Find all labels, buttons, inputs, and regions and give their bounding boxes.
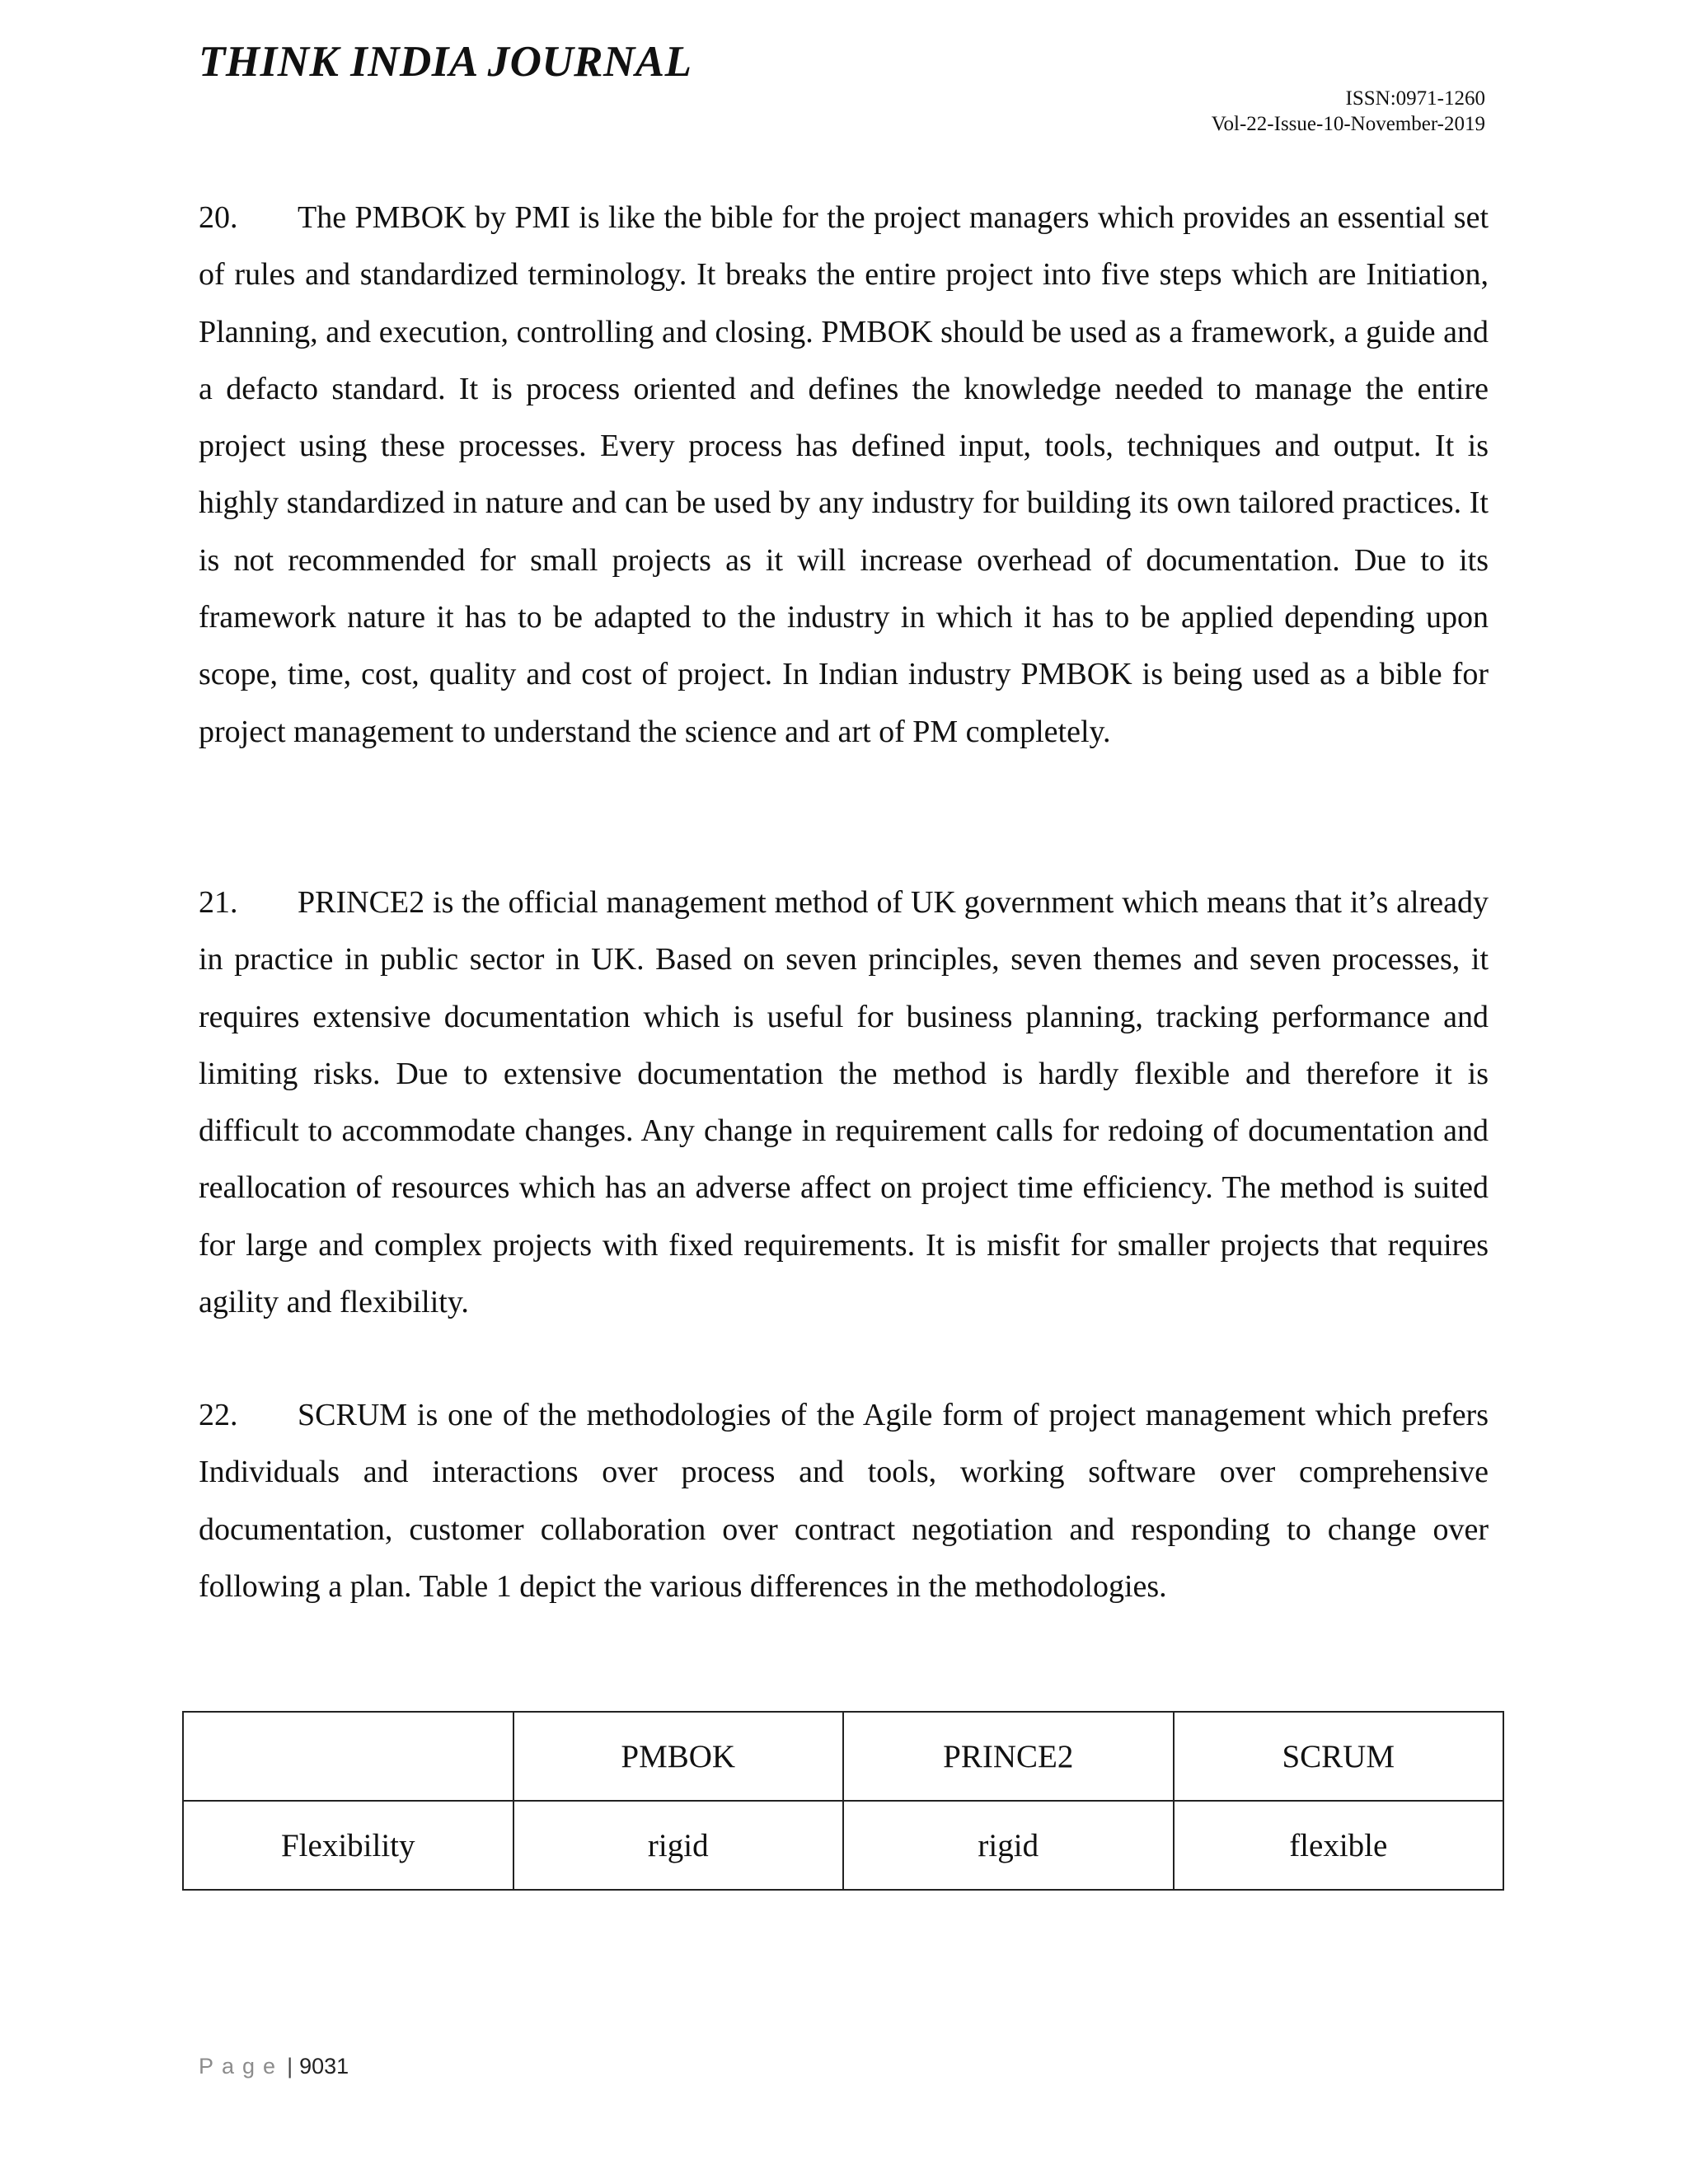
paragraph-20 [199,190,1489,761]
journal-title: THINK INDIA JOURNAL [199,38,692,86]
table-header-cell [183,1712,513,1801]
paragraph-number: 22. [199,1398,238,1432]
table-cell: rigid [513,1801,844,1890]
paragraph-22 [199,1387,1489,1615]
page-label: Page [199,2054,284,2079]
paragraph-number: 20. [199,200,238,235]
paragraph-text: SCRUM is one of the methodologies of the Agile form of project management which prefers Individuals and interactions over process and tools, working software over comprehensive documentation, customer collaboration over contract negotiation and responding to change over following a plan. Table 1 depict the various differences in the methodologies. [199,1398,1489,1604]
page-footer [199,2051,349,2081]
paragraph-21 [199,874,1489,1331]
paragraph-text: The PMBOK by PMI is like the bible for the project managers which provides an essential set of rules and standardized terminology. It breaks the entire project into five steps which are Initiation, Planning, and execution, controlling and closing. PMBOK should be used as a framework, a guide and a defacto standard. It is process oriented and defines the knowledge needed to manage the entire project using these processes. Every process has defined input, tools, techniques and output. It is highly standardized in nature and can be used by any industry for building its own tailored practices. It is not recommended for small projects as it will increase overhead of documentation. Due to its framework nature it has to be adapted to the industry in which it has to be applied depending upon scope, time, cost, quality and cost of project. In Indian industry PMBOK is being used as a bible for project management to understand the science and art of PM completely. [199,200,1489,749]
table-row [183,1801,1503,1890]
issn-block [1212,86,1485,137]
methodology-comparison-table [182,1711,1504,1891]
page-number: 9031 [299,2054,349,2079]
table-header-cell: PMBOK [513,1712,844,1801]
page-separator: | [287,2054,293,2079]
volume-info: Vol-22-Issue-10-November-2019 [1211,113,1485,135]
paragraph-number: 21. [199,885,238,920]
table-cell: rigid [843,1801,1174,1890]
table-cell: Flexibility [183,1801,513,1890]
table-header-cell: SCRUM [1174,1712,1504,1801]
table-header-cell: PRINCE2 [843,1712,1174,1801]
table-header-row [183,1712,1503,1801]
issn-number: ISSN:0971-1260 [1345,87,1485,110]
paragraph-text: PRINCE2 is the official management method of UK government which means that it’s already in practice in public sector in UK. Based on seven principles, seven themes and seven processes, it requires extensive documentation which is useful for business planning, tracking performance and limiting risks. Due to extensive documentation the method is hardly flexible and therefore it is difficult to accommodate changes. Any change in requirement calls for redoing of documentation and reallocation of resources which has an adverse affect on project time efficiency. The method is suited for large and complex projects with fixed requirements. It is misfit for smaller projects that requires agility and flexibility. [199,885,1489,1320]
table-cell: flexible [1174,1801,1504,1890]
